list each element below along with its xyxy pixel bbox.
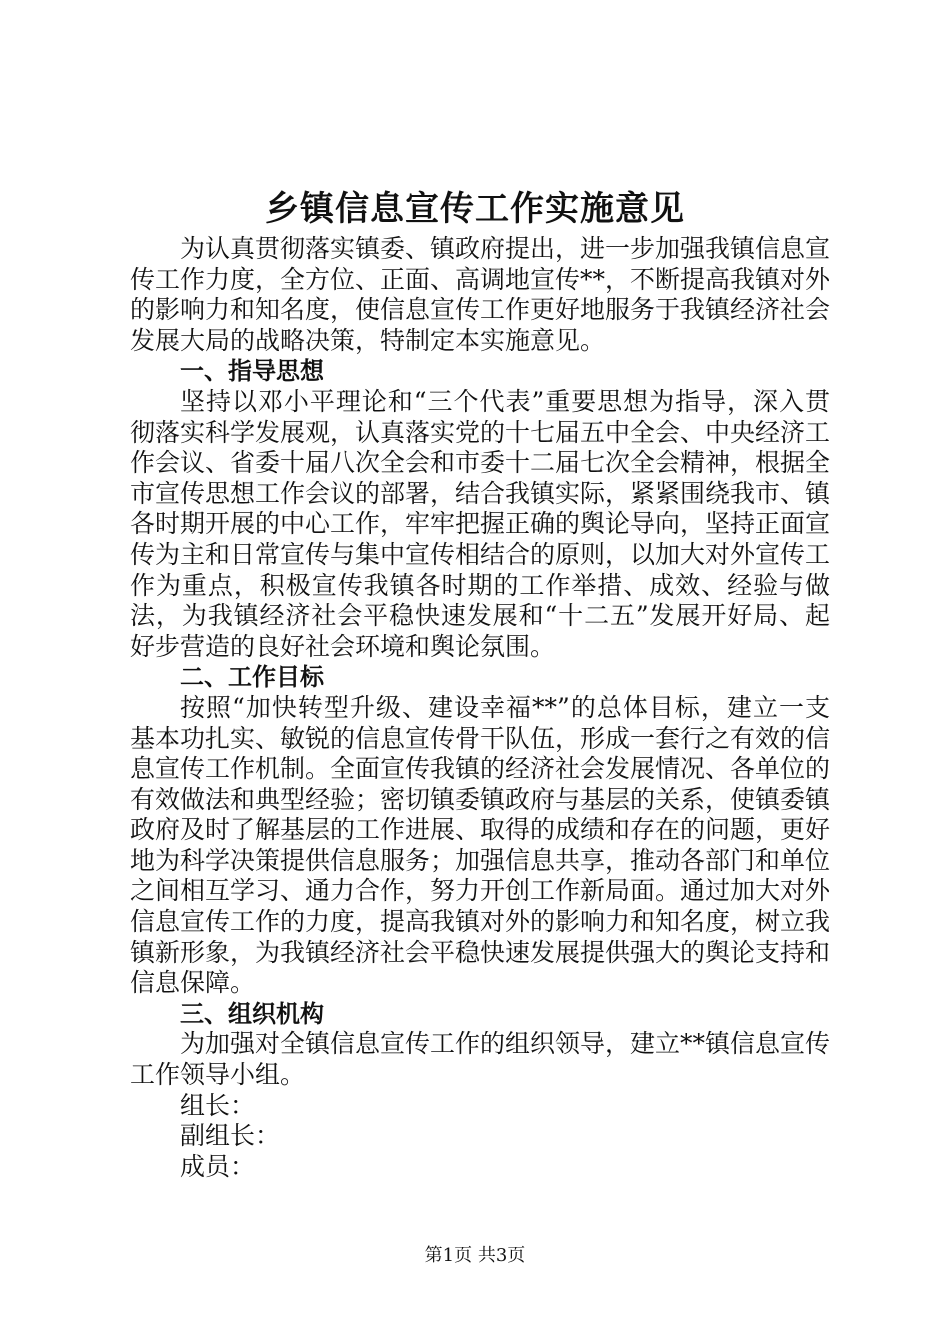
section-text-work-goals: 按照“加快转型升级、建设幸福**”的总体目标，建立一支基本功扎实、敏锐的信息宣传骨干队伍，形成一套行之有效的信息宣传工作机制。全面宣传我镇的经济社会发展情况、各单位的有效做法和典型经验；密切镇委镇政府与基层的关系，使镇委镇政府及时了解基层的工作进展、取得的成绩和存在的问题，更好地为科学决策提供信息服务；加强信息共享，推动各部门和单位之间相互学习、通力合作，努力开创工作新局面。通过加大对外信息宣传工作的力度，提高我镇对外的影响力和知名度，树立我镇新形象，为我镇经济社会平稳快速发展提供强大的舆论支持和信息保障。 xyxy=(130,692,831,998)
member-leader-label: 组长： xyxy=(180,1090,256,1120)
document-title: 乡镇信息宣传工作实施意见 xyxy=(265,189,685,229)
intro-paragraph: 为认真贯彻落实镇委、镇政府提出，进一步加强我镇信息宣传工作力度，全方位、正面、高调地宣传**，不断提高我镇对外的影响力和知名度，使信息宣传工作更好地服务于我镇经济社会发展大局的战略决策，特制定本实施意见。 xyxy=(130,234,831,355)
section-text-guiding-ideology: 坚持以邓小平理论和“三个代表”重要思想为指导，深入贯彻落实科学发展观，认真落实党的十七届五中全会、中央经济工作会议、省委十届八次全会和市委十二届七次全会精神，根据全市宣传思想工作会议的部署，结合我镇实际，紧紧围绕我市、镇各时期开展的中心工作，牢牢把握正确的舆论导向，坚持正面宣传为主和日常宣传与集中宣传相结合的原则，以加大对外宣传工作为重点，积极宣传我镇各时期的工作举措、成效、经验与做法，为我镇经济社会平稳快速发展和“十二五”发展开好局、起好步营造的良好社会环境和舆论氛围。 xyxy=(130,386,831,661)
page-footer: 第1页 共3页 xyxy=(424,1245,526,1266)
document-body xyxy=(130,234,830,1182)
section-heading-work-goals: 二、工作目标 xyxy=(180,663,324,692)
member-staff-label: 成员： xyxy=(180,1151,256,1181)
section-heading-guiding-ideology: 一、指导思想 xyxy=(180,357,324,386)
section-heading-organization: 三、组织机构 xyxy=(180,999,324,1028)
member-deputy-label: 副组长： xyxy=(180,1121,281,1151)
section-text-organization: 为加强对全镇信息宣传工作的组织领导，建立**镇信息宣传工作领导小组。 xyxy=(130,1029,831,1090)
